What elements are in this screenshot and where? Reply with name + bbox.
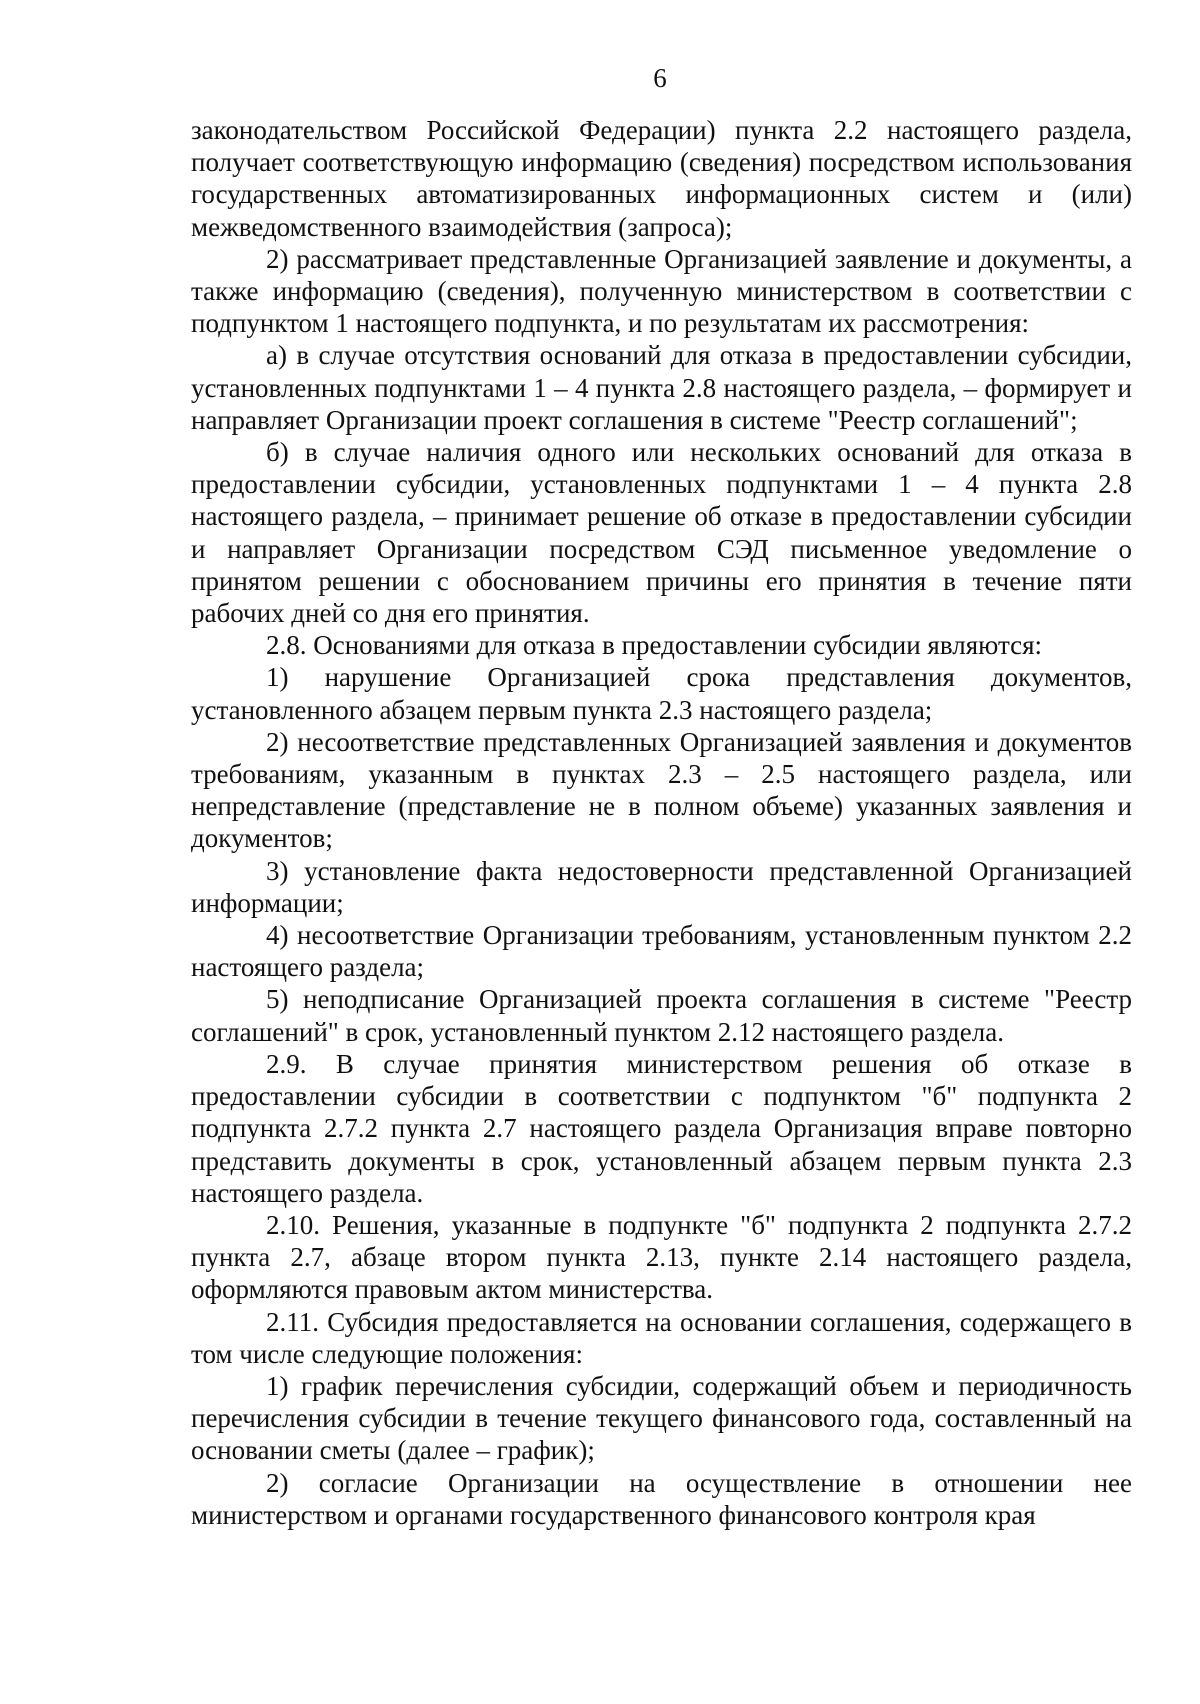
paragraph-ground-5: 5) неподписание Организацией проекта соглашения в системе "Реестр соглашений" в срок, установленный пунктом 2.12 настоящего раздела. — [191, 984, 1132, 1047]
paragraph-ground-3: 3) установление факта недостоверности представленной Организацией информации; — [191, 855, 1132, 918]
paragraph-section-2-8: 2.8. Основаниями для отказа в предоставлении субсидии являются: — [266, 630, 1042, 661]
paragraph-subitem-b: б) в случае наличия одного или нескольких оснований для отказа в предоставлении субсидии, установленных подпунктами 1 – 4 пункта 2.8 настоящего раздела, – принимает решение об отказе в предоставлении субсидии и направляет Организации посредством СЭД письменное уведомление о принятом решении с обоснованием причины его принятия в течение пяти рабочих дней со дня его принятия. — [191, 437, 1132, 629]
paragraph-section-2-9: 2.9. В случае принятия министерством решения об отказе в предоставлении субсидии в соответствии с подпунктом "б" подпункта 2 подпункта 2.7.2 пункта 2.7 настоящего раздела Организация вправе повторно представить документы в срок, установленный абзацем первым пункта 2.3 настоящего раздела. — [191, 1048, 1132, 1208]
paragraph-ground-1: 1) нарушение Организацией срока представления документов, установленного абзацем первым пункта 2.3 настоящего раздела; — [191, 662, 1132, 725]
paragraph-section-2-10: 2.10. Решения, указанные в подпункте "б" подпункта 2 подпункта 2.7.2 пункта 2.7, абзаце втором пункта 2.13, пункте 2.14 настоящего раздела, оформляются правовым актом министерства. — [191, 1209, 1132, 1305]
paragraph-item-2: 2) рассматривает представленные Организацией заявление и документы, а также информацию (сведения), полученную министерством в соответствии с подпунктом 1 настоящего подпункта, и по результатам их рассмотрения: — [191, 243, 1132, 339]
paragraph-provision-1: 1) график перечисления субсидии, содержащий объем и периодичность перечисления субсидии в течение текущего финансового года, составленный на основании сметы (далее – график); — [191, 1370, 1132, 1466]
paragraph-ground-2: 2) несоответствие представленных Организацией заявления и документов требованиям, указанным в пунктах 2.3 – 2.5 настоящего раздела, или непредставление (представление не в полном объеме) указанных заявления и документов; — [191, 726, 1132, 854]
paragraph-subitem-a: а) в случае отсутствия оснований для отказа в предоставлении субсидии, установленных подпунктами 1 – 4 пункта 2.8 настоящего раздела, – формирует и направляет Организации проект соглашения в системе "Реестр соглашений"; — [191, 340, 1132, 435]
paragraph-ground-4: 4) несоответствие Организации требованиям, установленным пунктом 2.2 настоящего раздела; — [191, 920, 1132, 983]
paragraph-provision-2: 2) согласие Организации на осуществление в отношении нее министерством и органами государственного финансового контроля края — [191, 1467, 1132, 1530]
page-number: 6 — [653, 63, 667, 93]
document-body — [191, 114, 1132, 1531]
paragraph-section-2-11: 2.11. Субсидия предоставляется на основании соглашения, содержащего в том числе следующие положения: — [191, 1306, 1132, 1369]
paragraph-continuation: законодательством Российской Федерации) пункта 2.2 настоящего раздела, получает соответствующую информацию (сведения) посредством использования государственных автоматизированных информационных систем и (или) межведомственного взаимодействия (запроса); — [191, 115, 1132, 242]
